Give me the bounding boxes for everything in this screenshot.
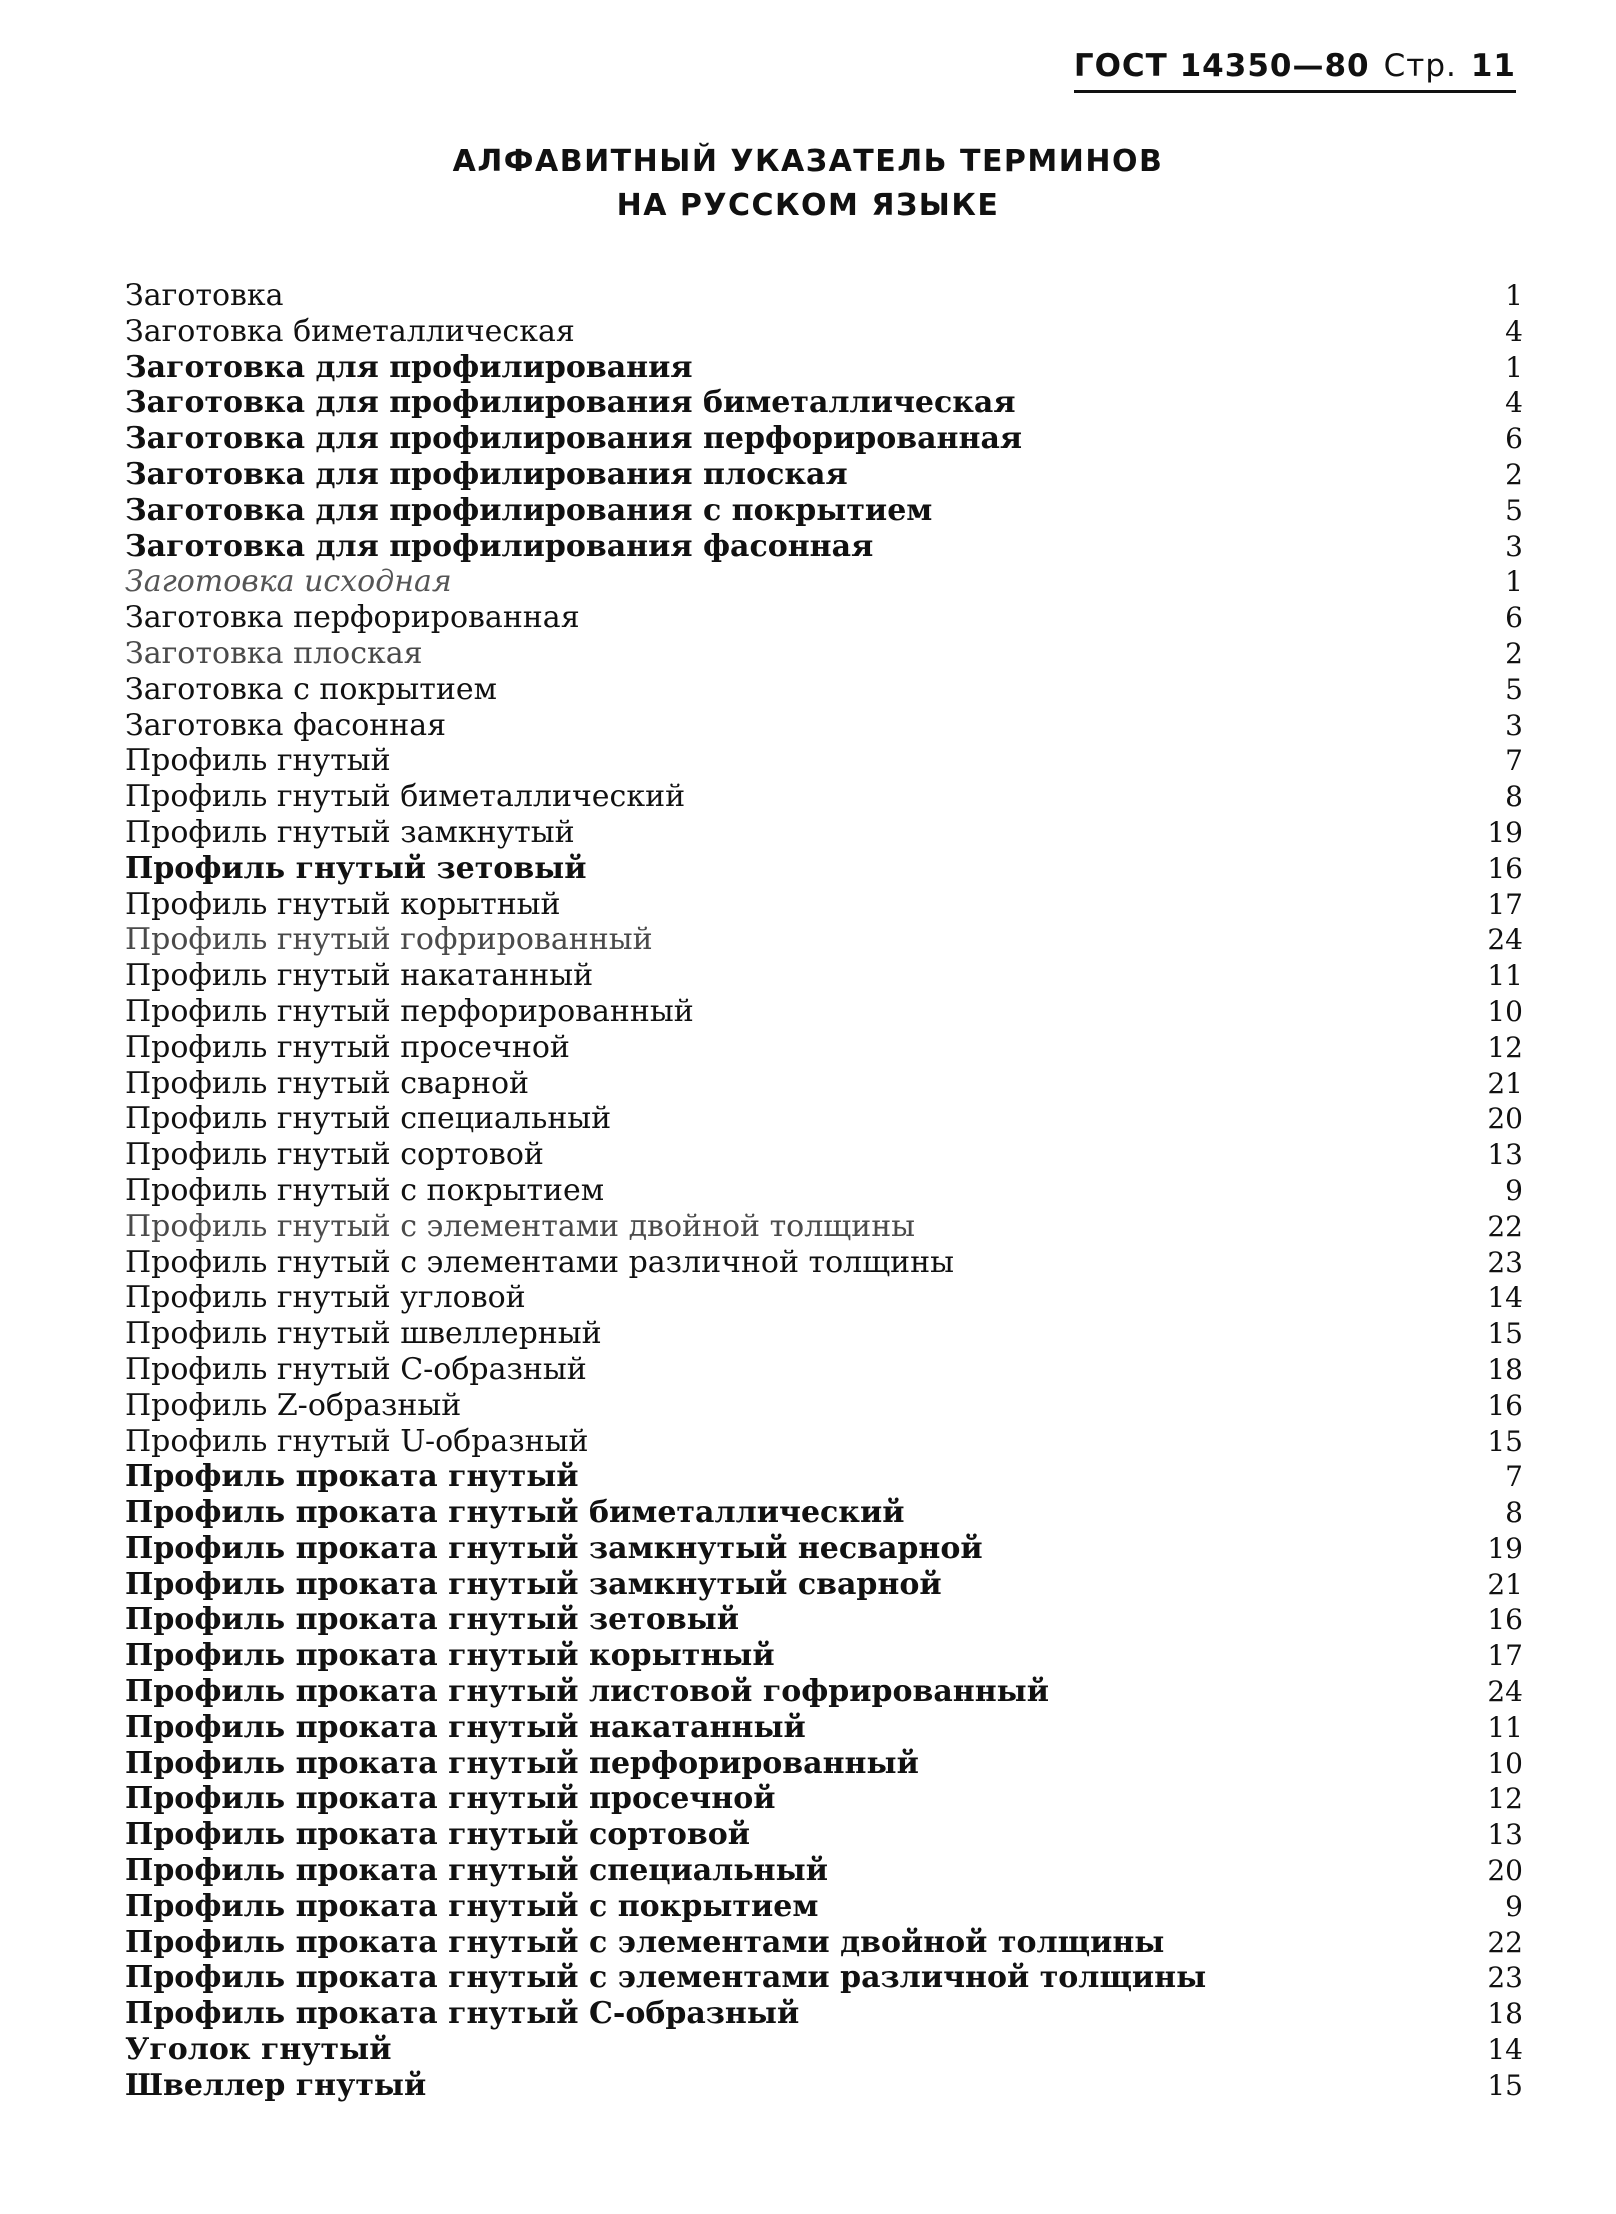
index-term-number: 1 (1505, 565, 1523, 599)
index-entry (125, 1781, 1523, 1817)
index-term-number: 14 (1487, 1281, 1523, 1315)
index-term: Профиль Z-образный (125, 1387, 462, 1423)
index-term-number: 14 (1487, 2033, 1523, 2067)
index-entry (125, 1602, 1523, 1638)
index-term-number: 3 (1505, 708, 1523, 742)
index-entry (125, 278, 1523, 314)
index-term-number: 18 (1487, 1352, 1523, 1386)
index-term-number: 1 (1505, 350, 1523, 384)
index-term-number: 8 (1505, 780, 1523, 814)
index-term-number: 4 (1505, 314, 1523, 348)
index-term: Заготовка фасонная (125, 707, 447, 743)
index-term: Профиль проката гнутый корытный (125, 1638, 775, 1674)
index-entry (125, 1889, 1523, 1925)
index-term: Профиль проката гнутый (125, 1459, 579, 1495)
index-entry (125, 1710, 1523, 1746)
index-term: Профиль гнутый с элементами различной толщины (125, 1244, 954, 1280)
index-term-number: 12 (1487, 1782, 1523, 1816)
index-term: Профиль гнутый с покрытием (125, 1172, 605, 1208)
index-entry (125, 1567, 1523, 1603)
index-term-number: 20 (1487, 1102, 1523, 1136)
index-entry (125, 1137, 1523, 1173)
index-entry (125, 529, 1523, 565)
page-label: Стр. (1383, 48, 1457, 84)
index-term: Профиль гнутый сварной (125, 1065, 530, 1101)
index-entry (125, 314, 1523, 350)
index-entry (125, 1030, 1523, 1066)
index-entry (125, 1638, 1523, 1674)
standard-designation: ГОСТ 14350—80 (1073, 48, 1370, 84)
index-term: Профиль проката гнутый просечной (125, 1781, 776, 1817)
index-entry (125, 1960, 1523, 1996)
index-entry (125, 350, 1523, 386)
page-number: 11 (1470, 48, 1516, 84)
index-entry (125, 564, 1523, 600)
index-term-number: 24 (1487, 923, 1523, 957)
index-entry (125, 421, 1523, 457)
index-term: Профиль проката гнутый зетовый (125, 1602, 740, 1638)
index-term: Профиль гнутый угловой (125, 1280, 526, 1316)
index-term-number: 11 (1487, 959, 1523, 993)
index-entry (125, 1674, 1523, 1710)
index-term: Профиль гнутый U-образный (125, 1423, 589, 1459)
index-term-number: 1 (1505, 279, 1523, 312)
index-term: Профиль проката гнутый листовой гофрированный (125, 1674, 1050, 1710)
index-term-number: 22 (1487, 1925, 1523, 1959)
index-entry (125, 1459, 1523, 1495)
index-term: Профиль гнутый с элементами двойной толщины (125, 1208, 916, 1244)
index-term-number: 21 (1487, 1066, 1523, 1100)
index-term: Профиль гнутый корытный (125, 886, 561, 922)
index-entry (125, 779, 1523, 815)
index-term: Профиль проката гнутый с покрытием (125, 1888, 819, 1924)
index-entry (125, 385, 1523, 421)
index-term: Уголок гнутый (125, 2032, 392, 2068)
index-entry (125, 1424, 1523, 1460)
index-term: Профиль гнутый замкнутый (125, 814, 575, 850)
index-entry (125, 1209, 1523, 1245)
index-entry (125, 672, 1523, 708)
index-entry (125, 1746, 1523, 1782)
index-term-number: 15 (1487, 1424, 1523, 1458)
index-entry (125, 1245, 1523, 1281)
index-term: Профиль гнутый С-образный (125, 1351, 587, 1387)
index-term-number: 16 (1487, 1603, 1523, 1637)
index-entry (125, 1173, 1523, 1209)
index-term: Профиль проката гнутый замкнутый несварной (125, 1530, 983, 1566)
index-term: Профиль проката гнутый биметаллический (125, 1495, 905, 1531)
index-term-number: 17 (1487, 887, 1523, 921)
index-entry (125, 1531, 1523, 1567)
index-term: Заготовка исходная (125, 564, 452, 600)
index-entry (125, 887, 1523, 923)
index-term-number: 18 (1487, 1997, 1523, 2031)
title-line-2: НА РУССКОМ ЯЗЫКЕ (616, 188, 1000, 223)
index-term-number: 24 (1487, 1675, 1523, 1709)
index-term: Заготовка плоская (125, 635, 423, 671)
index-term: Профиль проката гнутый специальный (125, 1853, 828, 1889)
index-term: Заготовка перфорированная (125, 600, 580, 636)
index-term-number: 2 (1505, 457, 1523, 491)
index-term-number: 11 (1487, 1710, 1523, 1744)
index-entry (125, 815, 1523, 851)
index-term: Профиль гнутый просечной (125, 1029, 570, 1065)
index-entry (125, 743, 1523, 779)
index-term-number: 6 (1505, 601, 1523, 635)
index-term: Профиль проката гнутый замкнутый сварной (125, 1566, 942, 1602)
index-entry (125, 1925, 1523, 1961)
index-term: Профиль проката гнутый С-образный (125, 1996, 800, 2032)
index-term: Швеллер гнутый (125, 2067, 427, 2103)
index-entry (125, 1853, 1523, 1889)
index-entry (125, 958, 1523, 994)
page-title (0, 140, 1616, 228)
index-term-number: 22 (1487, 1209, 1523, 1243)
index-term-number: 19 (1487, 1531, 1523, 1565)
index-entry (125, 1495, 1523, 1531)
index-term: Профиль проката гнутый с элементами различной толщины (125, 1960, 1207, 1996)
index-term-number: 13 (1487, 1818, 1523, 1852)
index-term: Заготовка для профилирования фасонная (125, 528, 874, 564)
index-term: Профиль гнутый специальный (125, 1101, 612, 1137)
index-entry (125, 1352, 1523, 1388)
index-term-number: 21 (1487, 1567, 1523, 1601)
index-entry (125, 1066, 1523, 1102)
index-term-number: 9 (1505, 1889, 1523, 1923)
index-term: Заготовка биметаллическая (125, 313, 575, 349)
term-index (125, 278, 1523, 2104)
index-term: Профиль проката гнутый с элементами двойной толщины (125, 1924, 1165, 1960)
index-term: Профиль гнутый зетовый (125, 850, 587, 886)
index-term-number: 16 (1487, 1388, 1523, 1422)
index-term: Заготовка для профилирования с покрытием (125, 492, 933, 528)
index-term-number: 23 (1487, 1961, 1523, 1995)
index-term-number: 6 (1505, 422, 1523, 456)
index-term-number: 9 (1505, 1173, 1523, 1207)
index-term: Заготовка с покрытием (125, 671, 497, 707)
index-term-number: 16 (1487, 851, 1523, 885)
index-entry (125, 1817, 1523, 1853)
index-entry (125, 851, 1523, 887)
index-entry (125, 457, 1523, 493)
index-entry (125, 1388, 1523, 1424)
index-term-number: 7 (1505, 744, 1523, 778)
index-entry (125, 922, 1523, 958)
index-entry (125, 1280, 1523, 1316)
index-entry (125, 636, 1523, 672)
index-term: Заготовка для профилирования плоская (125, 456, 848, 492)
index-term: Профиль гнутый биметаллический (125, 779, 686, 815)
index-term-number: 17 (1487, 1639, 1523, 1673)
page-header (1074, 48, 1516, 93)
index-entry (125, 708, 1523, 744)
index-term-number: 15 (1487, 1317, 1523, 1351)
index-term-number: 10 (1487, 994, 1523, 1028)
index-term-number: 12 (1487, 1030, 1523, 1064)
index-term-number: 5 (1505, 672, 1523, 706)
index-term: Профиль проката гнутый накатанный (125, 1709, 806, 1745)
index-term: Заготовка для профилирования перфорированная (125, 421, 1023, 457)
index-term-number: 20 (1487, 1854, 1523, 1888)
index-entry (125, 994, 1523, 1030)
index-entry (125, 2032, 1523, 2068)
index-entry (125, 1316, 1523, 1352)
index-term-number: 7 (1505, 1460, 1523, 1494)
index-term-number: 23 (1487, 1245, 1523, 1279)
index-term-number: 19 (1487, 815, 1523, 849)
index-term-number: 5 (1505, 493, 1523, 527)
index-term-number: 8 (1505, 1496, 1523, 1530)
index-term-number: 4 (1505, 386, 1523, 420)
index-term-number: 15 (1487, 2068, 1523, 2102)
index-term: Профиль гнутый сортовой (125, 1137, 544, 1173)
index-term: Заготовка для профилирования биметаллическая (125, 385, 1016, 421)
index-term: Профиль проката гнутый сортовой (125, 1817, 750, 1853)
index-term-number: 13 (1487, 1138, 1523, 1172)
index-term: Профиль гнутый перфорированный (125, 993, 694, 1029)
title-line-1: АЛФАВИТНЫЙ УКАЗАТЕЛЬ ТЕРМИНОВ (452, 144, 1164, 179)
index-term-number: 3 (1505, 529, 1523, 563)
index-term: Заготовка (125, 278, 284, 313)
index-term: Профиль гнутый швеллерный (125, 1316, 602, 1352)
index-entry (125, 493, 1523, 529)
index-term: Профиль проката гнутый перфорированный (125, 1745, 919, 1781)
index-entry (125, 1101, 1523, 1137)
index-entry (125, 1996, 1523, 2032)
index-term: Заготовка для профилирования (125, 349, 693, 385)
index-term-number: 2 (1505, 636, 1523, 670)
index-term: Профиль гнутый гофрированный (125, 922, 653, 958)
index-term-number: 10 (1487, 1746, 1523, 1780)
index-entry (125, 600, 1523, 636)
index-term: Профиль гнутый (125, 743, 391, 779)
index-term: Профиль гнутый накатанный (125, 958, 594, 994)
index-entry (125, 2068, 1523, 2104)
